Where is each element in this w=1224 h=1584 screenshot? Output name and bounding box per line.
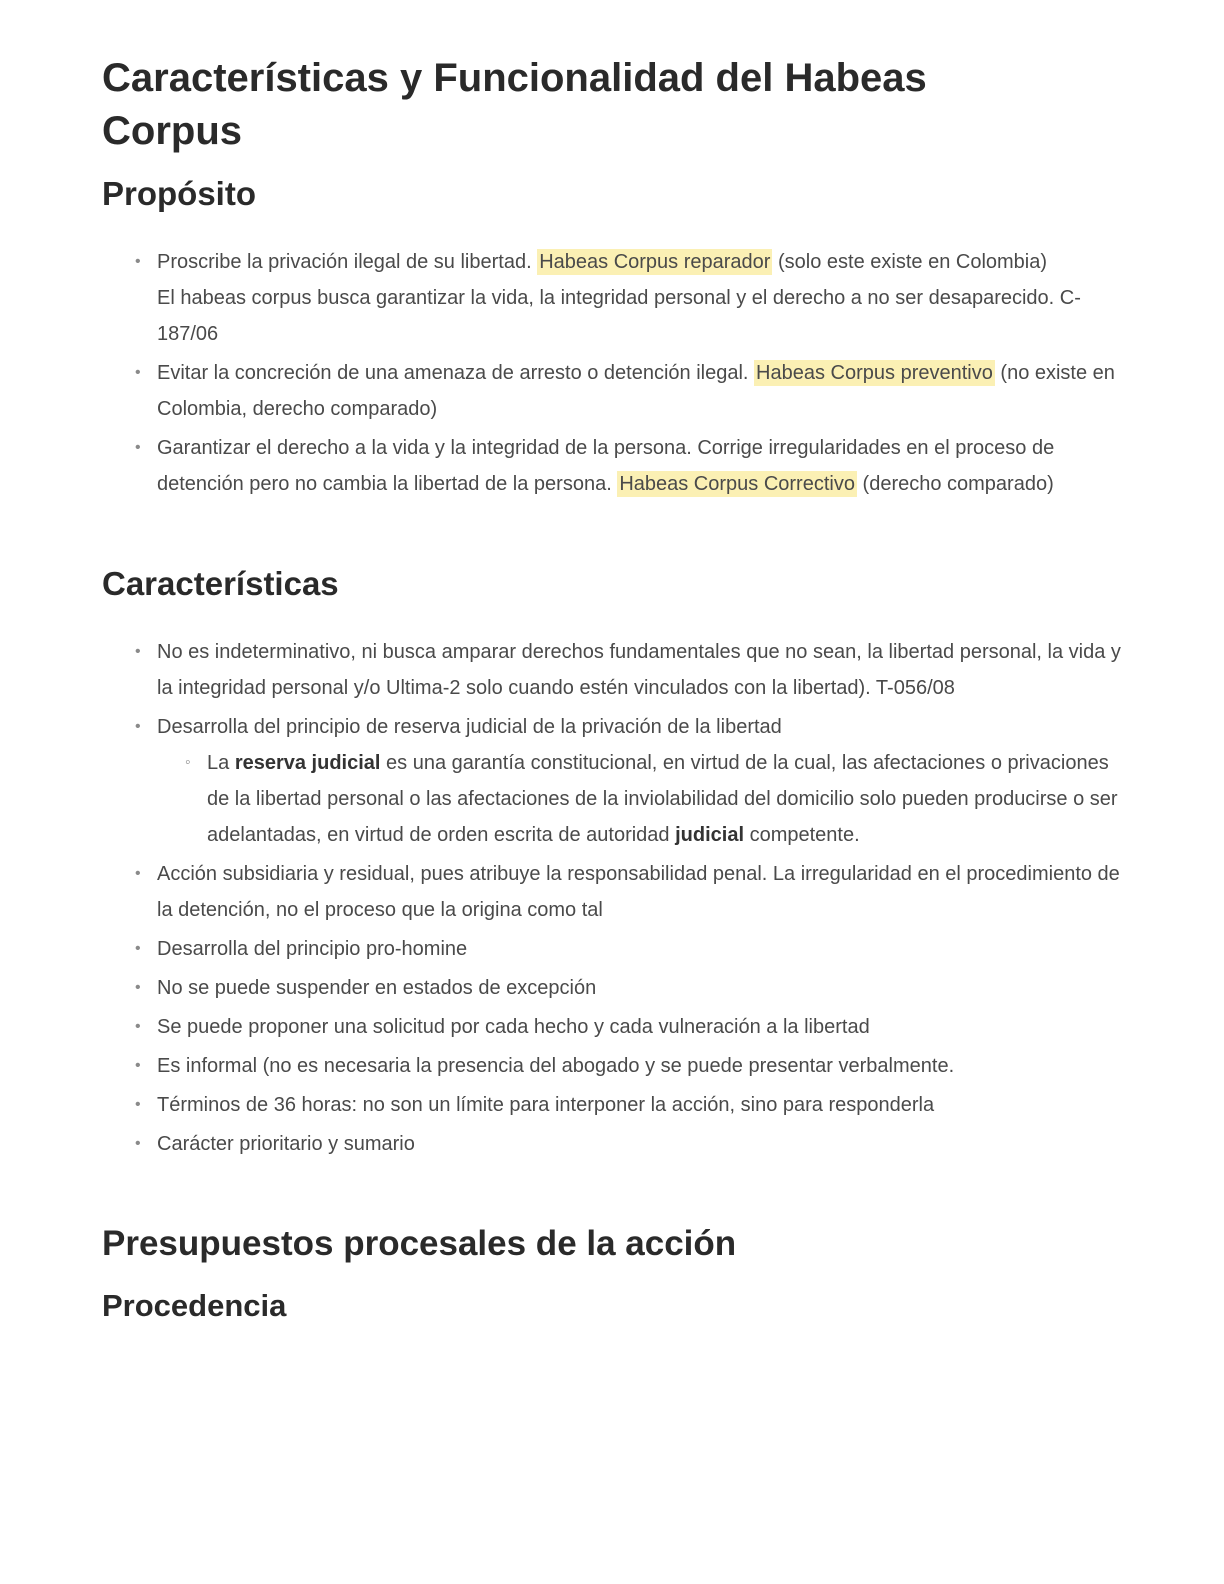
list-item: • Garantizar el derecho a la vida y la integridad de la persona. Corrige irregularidades en el proceso de detención pero no cambia la libertad de la persona. Habeas Corpus Correctivo (derecho comparado) xyxy=(102,430,1122,502)
list-item: • Términos de 36 horas: no son un límite para interponer la acción, sino para responderla xyxy=(102,1087,1122,1123)
list-item: • Acción subsidiaria y residual, pues atribuye la responsabilidad penal. La irregularidad en el procedimiento de la detención, no el proceso que la origina como tal xyxy=(102,856,1122,928)
list-item: • Es informal (no es necesaria la presencia del abogado y se puede presentar verbalmente. xyxy=(102,1048,1122,1084)
highlight: Habeas Corpus reparador xyxy=(539,251,771,273)
list-item: • Desarrolla del principio pro-homine xyxy=(102,931,1122,967)
list-item: • Evitar la concreción de una amenaza de arresto o detención ilegal. Habeas Corpus preventivo (no existe en Colombia, derecho comparado) xyxy=(102,355,1122,427)
list-item: • No es indeterminativo, ni busca amparar derechos fundamentales que no sean, la libertad personal, la vida y la integridad personal y/o Ultima-2 solo cuando estén vinculados con la libertad). T-056/08 xyxy=(102,634,1122,706)
sub-list-item: ◦ La reserva judicial es una garantía constitucional, en virtud de la cual, las afectaciones o privaciones de la libertad personal o las afectaciones de la inviolabilidad del domicilio solo pueden producirse o ser adelantadas, en virtud de orden escrita de autoridad judicial competente. xyxy=(157,745,1122,853)
heading-presupuestos: Presupuestos procesales de la acción xyxy=(102,1224,737,1263)
list-item: • Carácter prioritario y sumario xyxy=(102,1126,1122,1162)
proposito-list xyxy=(102,244,1122,502)
page-title: Características y Funcionalidad del Habeas Corpus xyxy=(102,56,927,153)
heading-procedencia: Procedencia xyxy=(102,1288,287,1323)
document-content xyxy=(102,52,1122,1326)
list-item: • No se puede suspender en estados de excepción xyxy=(102,970,1122,1006)
caracteristicas-list xyxy=(102,634,1122,1162)
heading-caracteristicas: Características xyxy=(102,565,339,602)
list-item: • Desarrolla del principio de reserva judicial de la privación de la libertad ◦ La reserva judicial es una garantía constitucional, en virtud de la cual, las afectaciones o privaciones de la libertad personal o las afectaciones de la inviolabilidad del domicilio solo pueden producirse o ser adelantadas, en virtud de orden escrita de autoridad judicial competente. xyxy=(102,709,1122,853)
sub-list xyxy=(157,745,1122,853)
highlight: Habeas Corpus Correctivo xyxy=(619,473,855,495)
heading-proposito: Propósito xyxy=(102,175,256,212)
highlight: Habeas Corpus preventivo xyxy=(756,362,993,384)
list-item: • Proscribe la privación ilegal de su libertad. Habeas Corpus reparador (solo este existe en Colombia) El habeas corpus busca garantizar la vida, la integridad personal y el derecho a no ser desaparecido. C-187/06 xyxy=(102,244,1122,352)
list-item: • Se puede proponer una solicitud por cada hecho y cada vulneración a la libertad xyxy=(102,1009,1122,1045)
